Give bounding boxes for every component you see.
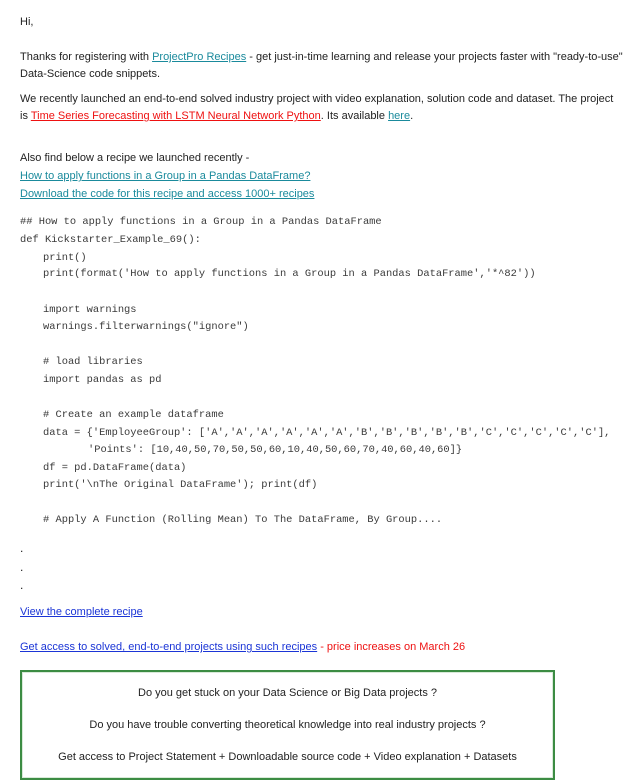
code-line-5: import warnings: [43, 304, 137, 316]
intro-line-2: Data-Science code snippets.: [20, 68, 161, 80]
code-line-1: ## How to apply functions in a Group in a Pandas DataFrame: [20, 216, 382, 228]
here-link[interactable]: here: [388, 110, 411, 122]
code-line-12: df = pd.DataFrame(data): [43, 462, 187, 474]
recipe-intro: Also find below a recipe we launched recently -: [20, 152, 250, 164]
launch-post: .: [410, 110, 414, 122]
projectpro-recipes-link[interactable]: ProjectPro Recipes: [152, 51, 247, 63]
code-line-14: # Apply A Function (Rolling Mean) To The DataFrame, By Group....: [43, 514, 443, 526]
ellipsis-dot-2: .: [20, 560, 24, 574]
launch-pre: is: [20, 110, 31, 122]
download-link[interactable]: Download the code for this recipe and access 1000+ recipes: [20, 188, 315, 200]
ellipsis-dot-3: .: [20, 578, 24, 592]
intro-pre: Thanks for registering with: [20, 51, 153, 63]
access-line: [20, 638, 465, 657]
price-increase-note: - price increases on March 26: [317, 641, 466, 653]
code-line-7: # load libraries: [43, 356, 143, 368]
code-line-11: 'Points': [10,40,50,70,50,50,60,10,40,50,60,70,40,60,40,60]}: [88, 444, 463, 456]
code-line-9: # Create an example dataframe: [43, 409, 224, 421]
code-line-8: import pandas as pd: [43, 374, 162, 386]
promo-question-1: Do you get stuck on your Data Science or Big Data projects ?: [138, 687, 437, 699]
ellipsis-dot-1: .: [20, 541, 24, 555]
promo-question-2: Do you have trouble converting theoretical knowledge into real industry projects ?: [89, 719, 486, 731]
code-line-13: print('\nThe Original DataFrame'); print(df): [43, 479, 318, 491]
code-line-3: print(): [43, 252, 87, 264]
code-line-2: def Kickstarter_Example_69():: [20, 234, 201, 246]
project-link[interactable]: Time Series Forecasting with LSTM Neural Network Python: [30, 110, 321, 122]
promo-box: [20, 670, 555, 780]
greeting: Hi,: [20, 16, 34, 28]
code-line-10: data = {'EmployeeGroup': ['A','A','A','A','A','A','B','B','B','B','B','C','C','C','C','C'],: [43, 427, 611, 439]
recipe-link[interactable]: How to apply functions in a Group in a Pandas DataFrame?: [20, 170, 311, 182]
view-complete-recipe-link[interactable]: View the complete recipe: [20, 606, 143, 618]
launch-line-1: We recently launched an end-to-end solved industry project with video explanation, solution code and dataset. The project: [20, 93, 614, 105]
code-line-4: print(format('How to apply functions in a Group in a Pandas DataFrame','*^82')): [43, 268, 536, 280]
promo-offer: Get access to Project Statement + Downloadable source code + Video explanation + Datasets: [58, 751, 517, 763]
launch-line-2: [20, 107, 413, 126]
launch-mid: . Its available: [320, 110, 389, 122]
intro-post: - get just-in-time learning and release your projects faster with "ready-to-use": [246, 51, 623, 63]
code-line-6: warnings.filterwarnings("ignore"): [43, 321, 249, 333]
get-access-link[interactable]: Get access to solved, end-to-end projects using such recipes: [20, 641, 318, 653]
